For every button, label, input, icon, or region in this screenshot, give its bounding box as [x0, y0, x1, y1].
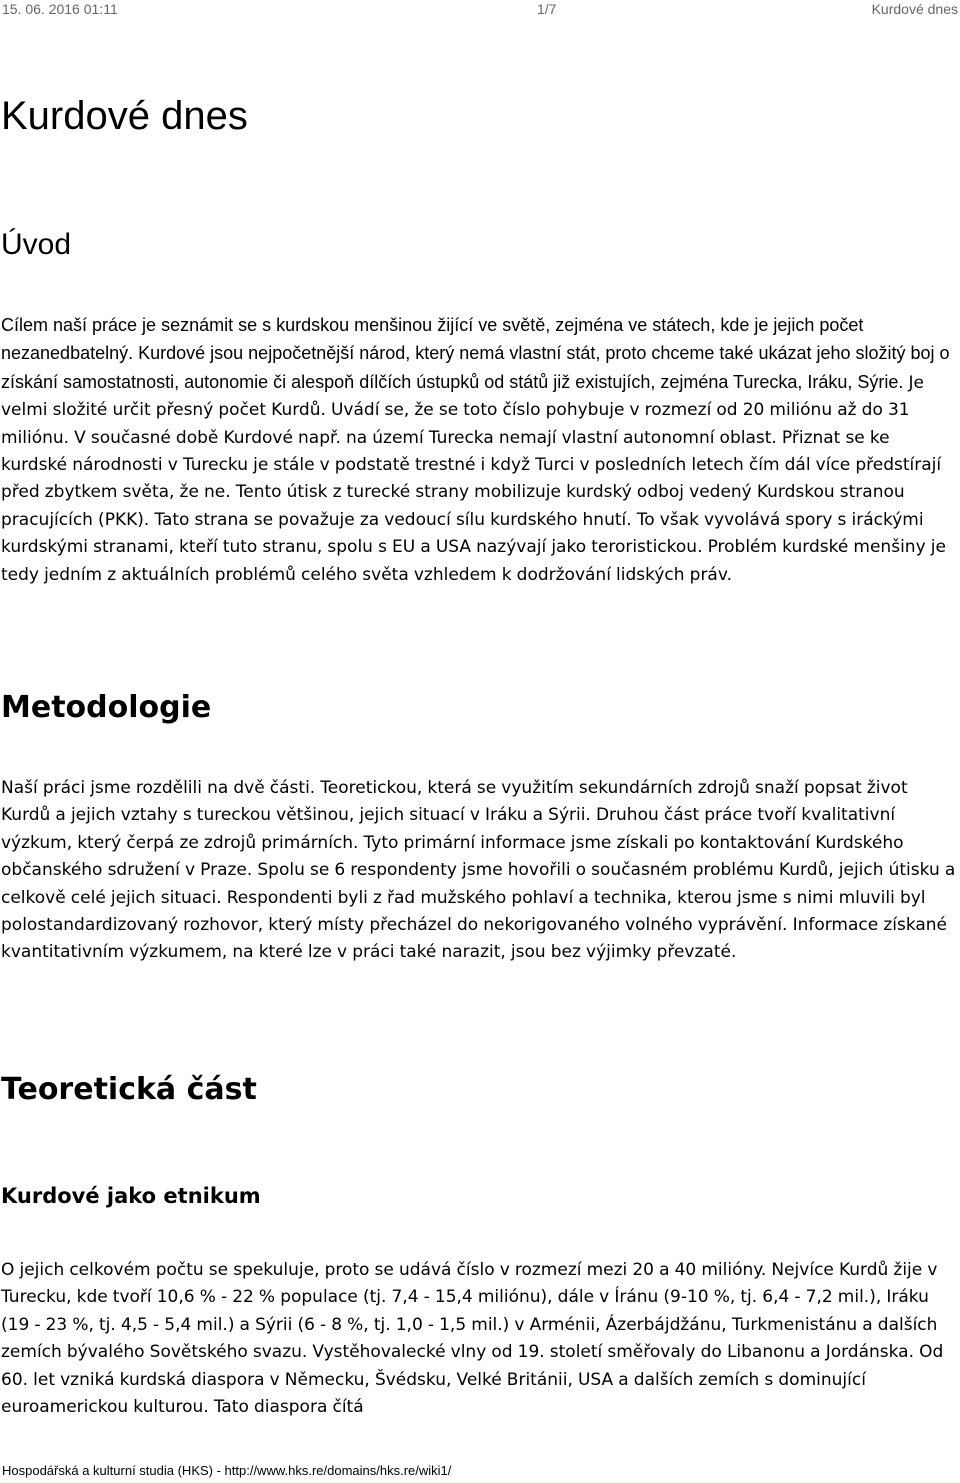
paragraph-metodologie: Naší práci jsme rozdělili na dvě části. Teoretickou, která se využitím sekundárních zdrojů snaží popsat život Kurdů a jejich vztahy s tureckou většinou, jejich situací v Iráku a Sýrii. Druhou část práce tvoří kvalitativní výzkum, který čerpá ze zdrojů primárních. Tyto primární informace jsme získali po kontaktování Kurdského občanského sdružení v Praze. Spolu se 6 respondenty jsme hovořili o současném problému Kurdů, jejich útisku a celkově celé jejich situaci. Respondenti byli z řad mužského pohlaví a technika, kterou jsme s nimi mluvili byl polostandardizovaný rozhovor, který místy přecházel do nekorigovaného volného vyprávění. Informace získané kvantitativním výzkumem, na které lze v práci také narazit, jsou bez výjimky převzaté. [1, 778, 956, 963]
section-heading-teoreticka: Teoretická část [1, 1072, 257, 1107]
header-page-number: 1/7 [537, 1, 557, 17]
paragraph-uvod [1, 312, 956, 589]
header-doc-title: Kurdové dnes [871, 1, 958, 17]
section-heading-uvod: Úvod [1, 228, 72, 261]
paragraph-uvod-part-a: Cílem naší práce je seznámit se s kurdskou menšinou žijící ve světě, zejména ve státech, kde je jejich počet nezanedbatelný. Kurdové jsou nejpočetnější národ, který nemá vlastní stát, proto chceme také ukázat jeho složitý boj o získání samostatnosti, autonomie či alespoň dílčích ústupků od států již existujích, zejména Turecka, Iráku, Sýrie. [1, 315, 950, 392]
header-datetime: 15. 06. 2016 01:11 [2, 1, 118, 17]
subsection-heading-kurdove-jako-etnikum: Kurdové jako etnikum [1, 1184, 261, 1208]
page-footer: Hospodářská a kulturní studia (HKS) - http://www.hks.re/domains/hks.re/wiki1/ [2, 1463, 452, 1478]
paragraph-kurdove-jako-etnikum: O jejich celkovém počtu se spekuluje, proto se udává číslo v rozmezí mezi 20 a 40 milióny. Nejvíce Kurdů žije v Turecku, kde tvoří 10,6 % - 22 % populace (tj. 7,4 - 15,4 miliónu), dále v Íránu (9-10 %, tj. 6,4 - 7,2 mil.), Iráku (19 - 23 %, tj. 4,5 - 5,4 mil.) a Sýrii (6 - 8 %, tj. 1,0 - 1,5 mil.) v Arménii, Ázerbájdžánu, Turkmenistánu a dalších zemích bývalého Sovětského svazu. Vystěhovalecké vlny od 19. století směřovaly do Libanonu a Jordánska. Od 60. let vzniká kurdská diaspora v Německu, Švédsku, Velké Británii, USA a dalších zemích s dominující euroamerickou kulturou. Tato diaspora čítá [1, 1260, 944, 1418]
page-header [0, 0, 960, 20]
document-title: Kurdové dnes [1, 94, 248, 138]
paragraph-uvod-part-b: Je velmi složité určit přesný počet Kurdů. Uvádí se, že se toto číslo pohybuje v rozmezí od 20 miliónu až do 31 miliónu. V současné době Kurdové např. na území Turecka nemají vlastní autonomní oblast. Přiznat se ke kurdské národnosti v Turecku je stále v podstatě trestné i když Turci v posledních letech čím dál více předstírají před zbytkem světa, že ne. Tento útisk z turecké strany mobilizuje kurdský odboj vedený Kurdskou stranou pracujících (PKK). Tato strana se považuje za vedoucí sílu kurdského hnutí. To však vyvolává spory s iráckými kurdskými stranami, kteří tuto stranu, spolu s EU a USA nazývají jako teroristickou. Problém kurdské menšiny je tedy jedním z aktuálních problémů celého světa vzhledem k dodržování lidských práv. [1, 372, 946, 585]
section-heading-metodologie: Metodologie [1, 690, 212, 725]
